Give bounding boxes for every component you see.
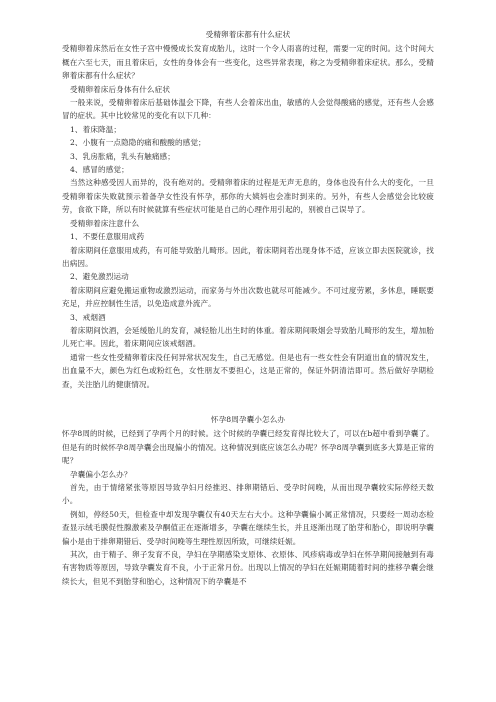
doc2-paragraph-example: 例如，停经50天，但检查中却发现孕囊仅有40天左右大小。这种孕囊偏小属正常情况，只要经一周动态检查显示绒毛膜促性腺激素及孕酮值正在逐渐增多，孕囊在继续生长，并且逐渐出现了胎芽和胎心，即说明孕囊偏小是由于排卵期错后、受孕时间晚等生理性原因所致，可继续妊娠。 bbox=[62, 509, 434, 546]
doc1-precaution-3-heading: 3、戒烟酒 bbox=[70, 312, 106, 322]
doc2-paragraph-second: 其次，由于精子、卵子发育不良，孕妇在孕期感染支原体、衣原体、风疹病毒或孕妇在怀孕期间接触到有毒有害物质等原因，导致孕囊发育不良，小于正常月份。出现以上情况的孕妇在妊娠期随着时间的推移孕囊会继续长大，但见不到胎芽和胎心，这种情况下的孕囊是不 bbox=[62, 550, 434, 586]
doc2-heading: 孕囊偏小怎么办？ bbox=[70, 469, 132, 479]
doc1-closing-paragraph: 通常一些女性受精卵着床没任何异常状况发生，自己无感觉。但是也有一些女性会有阴道出血的情况发生，出血量不大，颜色为红色或粉红色，女性朋友不要担心，这是正常的，保证外阴清洁即可。然后做好孕期检查，关注胎儿的健康情况。 bbox=[62, 352, 434, 389]
doc1-explanation-paragraph: 当然这种感受因人而异的，没有绝对的。受精卵着床的过程是无声无息的，身体也没有什么大的变化，一旦受精卵着床失败就预示着备孕女性没有怀孕，那你的大姨妈也会准时到来的。另外，有些人会感觉会比较疲劳，食欲下降，所以有时候就算有些症状可能是自己的心理作用引起的，别被自己误导了。 bbox=[62, 178, 434, 215]
doc1-symptom-item: 2、小腹有一点隐隐的痛和酸酸的感觉； bbox=[70, 138, 206, 148]
doc2-paragraph-first: 首先，由于情绪紧张等原因导致孕妇月经推迟、排卵期错后、受孕时间晚，从而出现孕囊较实际停经天数小。 bbox=[62, 483, 434, 506]
doc1-precaution-1-heading: 1、不要任意服用成药 bbox=[70, 232, 145, 242]
doc1-symptom-item: 4、感冒的感觉； bbox=[70, 165, 129, 175]
doc2-title: 怀孕8周孕囊小怎么办 bbox=[210, 414, 286, 424]
document-page bbox=[62, 28, 434, 588]
doc2-intro: 怀孕8周的时候，已经到了孕两个月的时候。这个时候的孕囊已经发育得比较大了，可以在b超中看到孕囊了。但是有的时候怀孕8周孕囊会出现偏小的情况。这种情况到底应该怎么办呢？怀孕8周孕囊到底多大算是正常的呢？ bbox=[62, 429, 434, 466]
doc1-symptoms-paragraph: 一般来说，受精卵着床后基础体温会下降，有些人会着床出血，敏感的人会觉得酸痛的感觉，还有些人会感冒的症状。其中比较常见的变化有以下几种： bbox=[62, 98, 434, 121]
doc1-heading-precautions: 受精卵着床注意什么 bbox=[70, 218, 140, 228]
section-gap bbox=[62, 391, 434, 413]
doc1-precaution-2-heading: 2、避免激烈运动 bbox=[70, 272, 129, 282]
doc1-precaution-2-text: 着床期间应避免搬运重物或激烈运动，而家务与外出次数也就尽可能减少。不可过度劳累，多休息，睡眠要充足，并应控制性生活，以免造成意外流产。 bbox=[62, 285, 434, 309]
doc1-precaution-3-text: 着床期间饮酒，会延缓胎儿的发育，减轻胎儿出生时的体重。着床期间吸烟会导致胎儿畸形的发生，增加胎儿死亡率。因此，着床期间应该戒烟酒。 bbox=[62, 325, 434, 349]
doc1-symptom-item: 3、乳房胀痛，乳头有触痛感； bbox=[70, 151, 175, 161]
doc1-intro: 受精卵着床然后在女性子宫中慢慢成长发育成胎儿，这时一个令人雨喜的过程，需要一定的时间。这个时间大概在六至七天，而且着床后，女性的身体会有一些变化，这些异常表现，称之为受精卵着床症状。那么，受精卵着床都有什么症状？ bbox=[62, 44, 434, 81]
doc1-precaution-1-text: 着床期间任意服用成药，有可能导致胎儿畸形。因此，着床期间若出现身体不适，应该立即去医院就诊，找出病因。 bbox=[62, 245, 434, 268]
doc1-symptom-item: 1、着床降温； bbox=[70, 124, 122, 134]
doc1-title: 受精卵着床都有什么症状 bbox=[205, 30, 291, 39]
doc1-heading-symptoms: 受精卵着床后身体有什么症状 bbox=[70, 84, 171, 94]
